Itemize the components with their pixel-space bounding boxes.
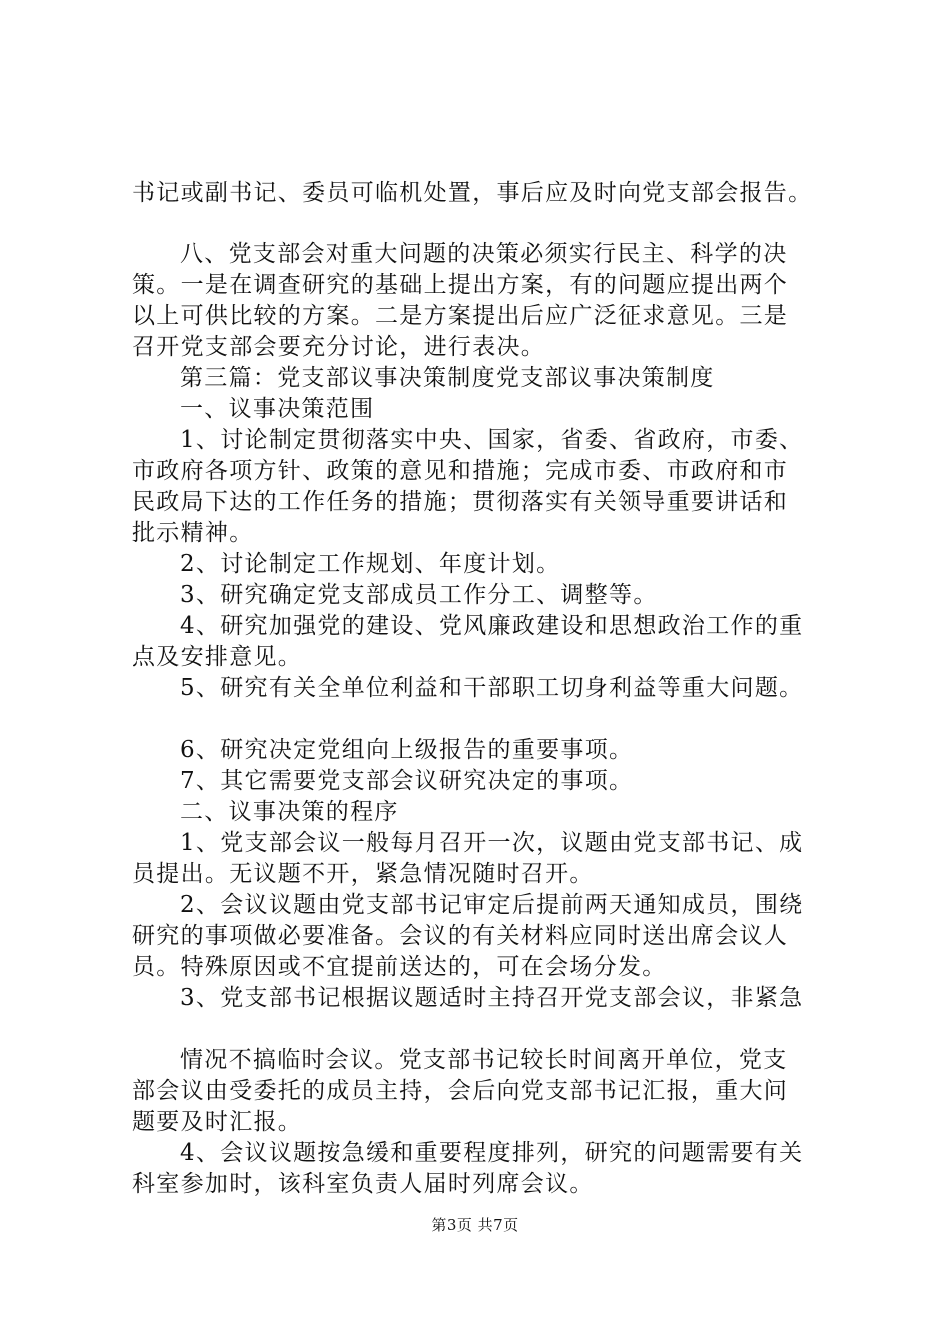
text-line: 科室参加时，该科室负责人届时列席会议。 <box>132 1171 594 1197</box>
text-line: 情况不搞临时会议。党支部书记较长时间离开单位，党支 <box>180 1047 788 1073</box>
text-line: 批示精神。 <box>132 520 254 546</box>
text-line: 1、党支部会议一般每月召开一次，议题由党支部书记、成 <box>180 830 804 856</box>
text-line: 部会议由受委托的成员主持，会后向党支部书记汇报，重大问 <box>132 1078 789 1104</box>
text-line: 召开党支部会要充分讨论，进行表决。 <box>132 334 546 360</box>
section-heading: 一、议事决策范围 <box>180 396 375 422</box>
text-line: 员。特殊原因或不宜提前送达的，可在会场分发。 <box>132 954 667 980</box>
text-line: 策。一是在调查研究的基础上提出方案，有的问题应提出两个 <box>132 272 789 298</box>
text-line: 4、会议议题按急缓和重要程度排列，研究的问题需要有关 <box>180 1140 804 1166</box>
text-line: 3、研究确定党支部成员工作分工、调整等。 <box>180 582 658 608</box>
text-line: 研究的事项做必要准备。会议的有关材料应同时送出席会议人 <box>132 923 789 949</box>
text-line: 点及安排意见。 <box>132 644 303 670</box>
text-line: 民政局下达的工作任务的措施；贯彻落实有关领导重要讲话和 <box>132 489 789 515</box>
text-line: 6、研究决定党组向上级报告的重要事项。 <box>180 737 634 763</box>
text-line: 书记或副书记、委员可临机处置，事后应及时向党支部会报告。 <box>132 180 813 206</box>
text-line: 7、其它需要党支部会议研究决定的事项。 <box>180 768 634 794</box>
text-line: 3、党支部书记根据议题适时主持召开党支部会议，非紧急 <box>180 985 804 1011</box>
page-footer: 第3页 共7页 <box>431 1216 519 1234</box>
text-line: 市政府各项方针、政策的意见和措施；完成市委、市政府和市 <box>132 458 789 484</box>
section-title: 第三篇：党支部议事决策制度党支部议事决策制度 <box>180 365 715 391</box>
text-line: 1、讨论制定贯彻落实中央、国家，省委、省政府，市委、 <box>180 427 804 453</box>
text-line: 八、党支部会对重大问题的决策必须实行民主、科学的决 <box>180 241 788 267</box>
text-line: 2、讨论制定工作规划、年度计划。 <box>180 551 561 577</box>
text-line: 以上可供比较的方案。二是方案提出后应广泛征求意见。三是 <box>132 303 789 329</box>
text-line: 2、会议议题由党支部书记审定后提前两天通知成员，围绕 <box>180 892 804 918</box>
text-line: 题要及时汇报。 <box>132 1109 303 1135</box>
text-line: 5、研究有关全单位利益和干部职工切身利益等重大问题。 <box>180 675 804 701</box>
text-line: 4、研究加强党的建设、党风廉政建设和思想政治工作的重 <box>180 613 804 639</box>
text-line: 员提出。无议题不开，紧急情况随时召开。 <box>132 861 594 887</box>
section-heading: 二、议事决策的程序 <box>180 799 399 825</box>
